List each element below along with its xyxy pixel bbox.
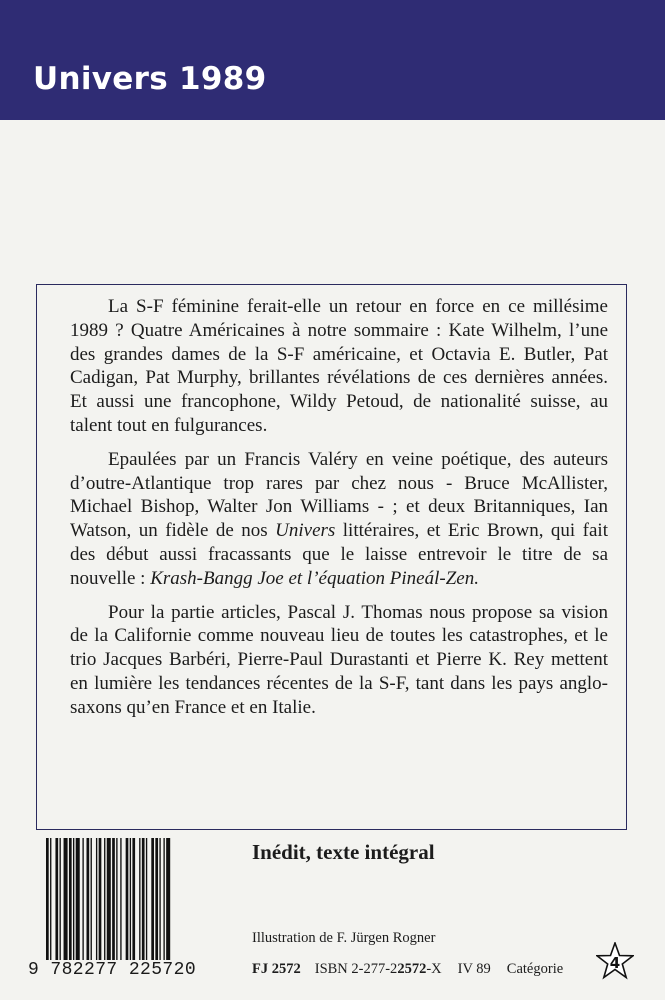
inedit-label: Inédit, texte intégral — [252, 840, 435, 864]
isbn-suffix: -X — [426, 961, 442, 977]
blurb-p2-story-title: Krash-Bangg Joe et l’équation Pineál-Zen. — [150, 567, 479, 589]
header-banner — [0, 0, 665, 120]
barcode-bar — [96, 838, 97, 960]
barcode-bar — [87, 838, 90, 960]
barcode-bar — [99, 838, 102, 960]
barcode-bar — [142, 838, 145, 960]
series-title: Univers 1989 — [33, 61, 267, 97]
illustration-credit: Illustration de F. Jürgen Rogner — [252, 930, 436, 946]
blurb-paragraph-2 — [70, 448, 608, 591]
barcode-bar — [55, 838, 58, 960]
isbn — [315, 961, 442, 978]
barcode-bar — [107, 838, 111, 960]
barcode-bar — [163, 838, 164, 960]
blurb-p2-text-a: Epaulées par un Francis Valéry en veine poétique, des auteurs d’outre-Atlantique trop rares par chez nous - Bruce McAllister, Michael Bishop, Walter Jon Williams - ; et deux Britanniques, Ian Watson, un fidèle de nos — [70, 448, 608, 542]
catalog-line — [252, 961, 563, 978]
barcode-bar — [91, 838, 92, 960]
blurb-p2-text-b: littéraires, et Eric Brown, qui fait des début aussi fracassants que le laisse entrevoir le titre de sa nouvelle : — [70, 520, 608, 589]
barcode-bar — [130, 838, 131, 960]
barcode-bar — [73, 838, 74, 960]
barcode-bar — [69, 838, 72, 960]
barcode-bar — [104, 838, 105, 960]
barcode-bar — [155, 838, 158, 960]
category-number: 4 — [609, 954, 621, 972]
barcode-bar — [82, 838, 83, 960]
barcode-bar — [146, 838, 147, 960]
barcode-bar — [116, 838, 117, 960]
barcode-bar — [46, 838, 49, 960]
barcode-bar — [139, 838, 140, 960]
blurb-p2-univers: Univers — [275, 520, 336, 542]
barcode-digits: 9 782277 225720 — [28, 960, 197, 980]
category-label: Catégorie — [506, 961, 564, 977]
blurb-paragraph-3: Pour la partie articles, Pascal J. Thomas nous propose sa vision de la Californie comme nouveau lieu de toutes les catastrophes, et le trio Jacques Barbéri, Pierre-Paul Durastanti et Pierre K. Rey mettent en lumière les tendances récentes de la S-F, tant dans les pays anglo-saxons qu’en France et en Italie. — [70, 601, 608, 718]
barcode — [44, 838, 236, 960]
isbn-bold: 2572 — [397, 961, 427, 977]
blurb-paragraph-1: La S-F féminine ferait-elle un retour en force en ce millésime 1989 ? Quatre Américaines à notre sommaire : Kate Wilhelm, l’une des grandes dames de la S-F américaine, et Octavia E. Butler, Pat Cadigan, Pat Murphy, brillantes révélations de ces dernières années. Et aussi une francophone, Wildy Petoud, de nationalité suisse, au talent tout en fulgurances. — [70, 296, 608, 436]
print-code: IV 89 — [457, 961, 491, 977]
category-star-icon — [596, 942, 634, 980]
barcode-bar — [120, 838, 121, 960]
barcode-bar — [126, 838, 129, 960]
fj-number: FJ 2572 — [252, 961, 301, 977]
barcode-bar — [76, 838, 80, 960]
barcode-bar — [64, 838, 68, 960]
isbn-prefix: ISBN 2-277-2 — [314, 961, 398, 977]
barcode-bar — [112, 838, 115, 960]
blurb-box — [36, 284, 627, 830]
barcode-bar — [50, 838, 51, 960]
barcode-bar — [60, 838, 61, 960]
barcode-bar — [159, 838, 160, 960]
barcode-bar — [132, 838, 135, 960]
barcode-bar — [166, 838, 170, 960]
barcode-bar — [151, 838, 154, 960]
